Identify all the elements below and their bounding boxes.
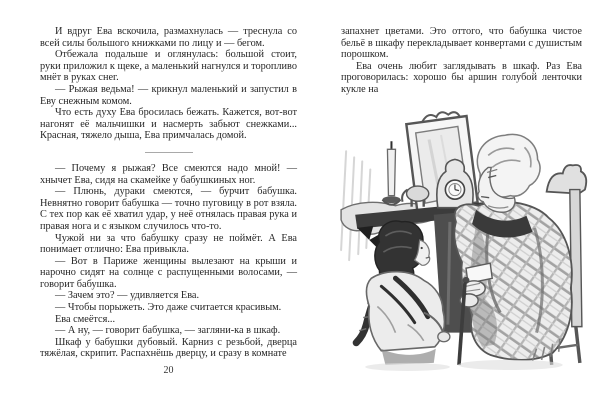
paragraph: — Зачем это? — удивляется Ева. [55,290,200,302]
paragraph: — Вот в Париже женщины вылезают на крыши и нарочно сидят на солнце с распущенными волосами, — говорит бабушка. [40,255,297,290]
paragraph: запахнет цветами. Это оттого, что бабушка чистое бельё в шкафу перекладывает конвертами с душистым порошком. [341,26,582,61]
illustration-floor-shadow [458,360,563,370]
section-break-rule [145,152,193,153]
illustration-floor-shadow [365,363,450,371]
paragraph: Ева смеётся... [55,313,116,325]
book-illustration [337,109,589,375]
paragraph: Отбежала подальше и оглянулась: большой стоит, руки приложил к щеке, а маленький нагнулся и торопливо мнёт в руках снег. [40,49,297,84]
paragraph: — Плюнь, дураки смеются, — бурчит бабушка. Невнятно говорит бабушка — точно пуговицу в рот взяла. С тех пор как её хватил удар, у неё отнялась правая рука и правая нога и с языком случилось что-то. [40,186,297,232]
page-number: 20 [163,365,174,376]
paragraph: Шкаф у бабушки дубовый. Карниз с резьбой, дверца тяжёлая, скрипит. Распахнёшь дверцу, и сразу в комнате [40,336,297,360]
paragraph: — Почему я рыжая? Все смеются надо мной! — хнычет Ева, сидя на скамейке у бабушкиных ног. [40,162,297,186]
paragraph: — А ну, — говорит бабушка, — загляни-ка в шкаф. [55,325,281,337]
paragraph: Что есть духу Ева бросилась бежать. Кажется, вот-вот нагонят её мальчишки и насмерть забьют снежками... Красная, тяжело дыша, Ева примчалась домой. [40,107,297,142]
paragraph: И вдруг Ева вскочила, размахнулась — треснула со всей силы большого книжками по лицу и — бегом. [40,26,297,49]
left-page-text [40,26,297,360]
illustration-candle [382,141,400,204]
paragraph: — Чтобы порыжеть. Это даже считается красивым. [55,302,282,314]
paragraph: Чужой ни за что бабушку сразу не поймёт. А Ева понимает отлично: Ева привыкла. [40,232,297,256]
right-page-text [341,26,582,96]
paragraph: — Рыжая ведьма! — крикнул маленький и запустил в Еву снежным комом. [40,83,297,107]
illustration-sketch [337,109,589,375]
paragraph: Ева очень любит заглядывать в шкаф. Раз Ева проговорилась: хорошо бы аршин голубой ленточки кукле на [341,60,582,95]
